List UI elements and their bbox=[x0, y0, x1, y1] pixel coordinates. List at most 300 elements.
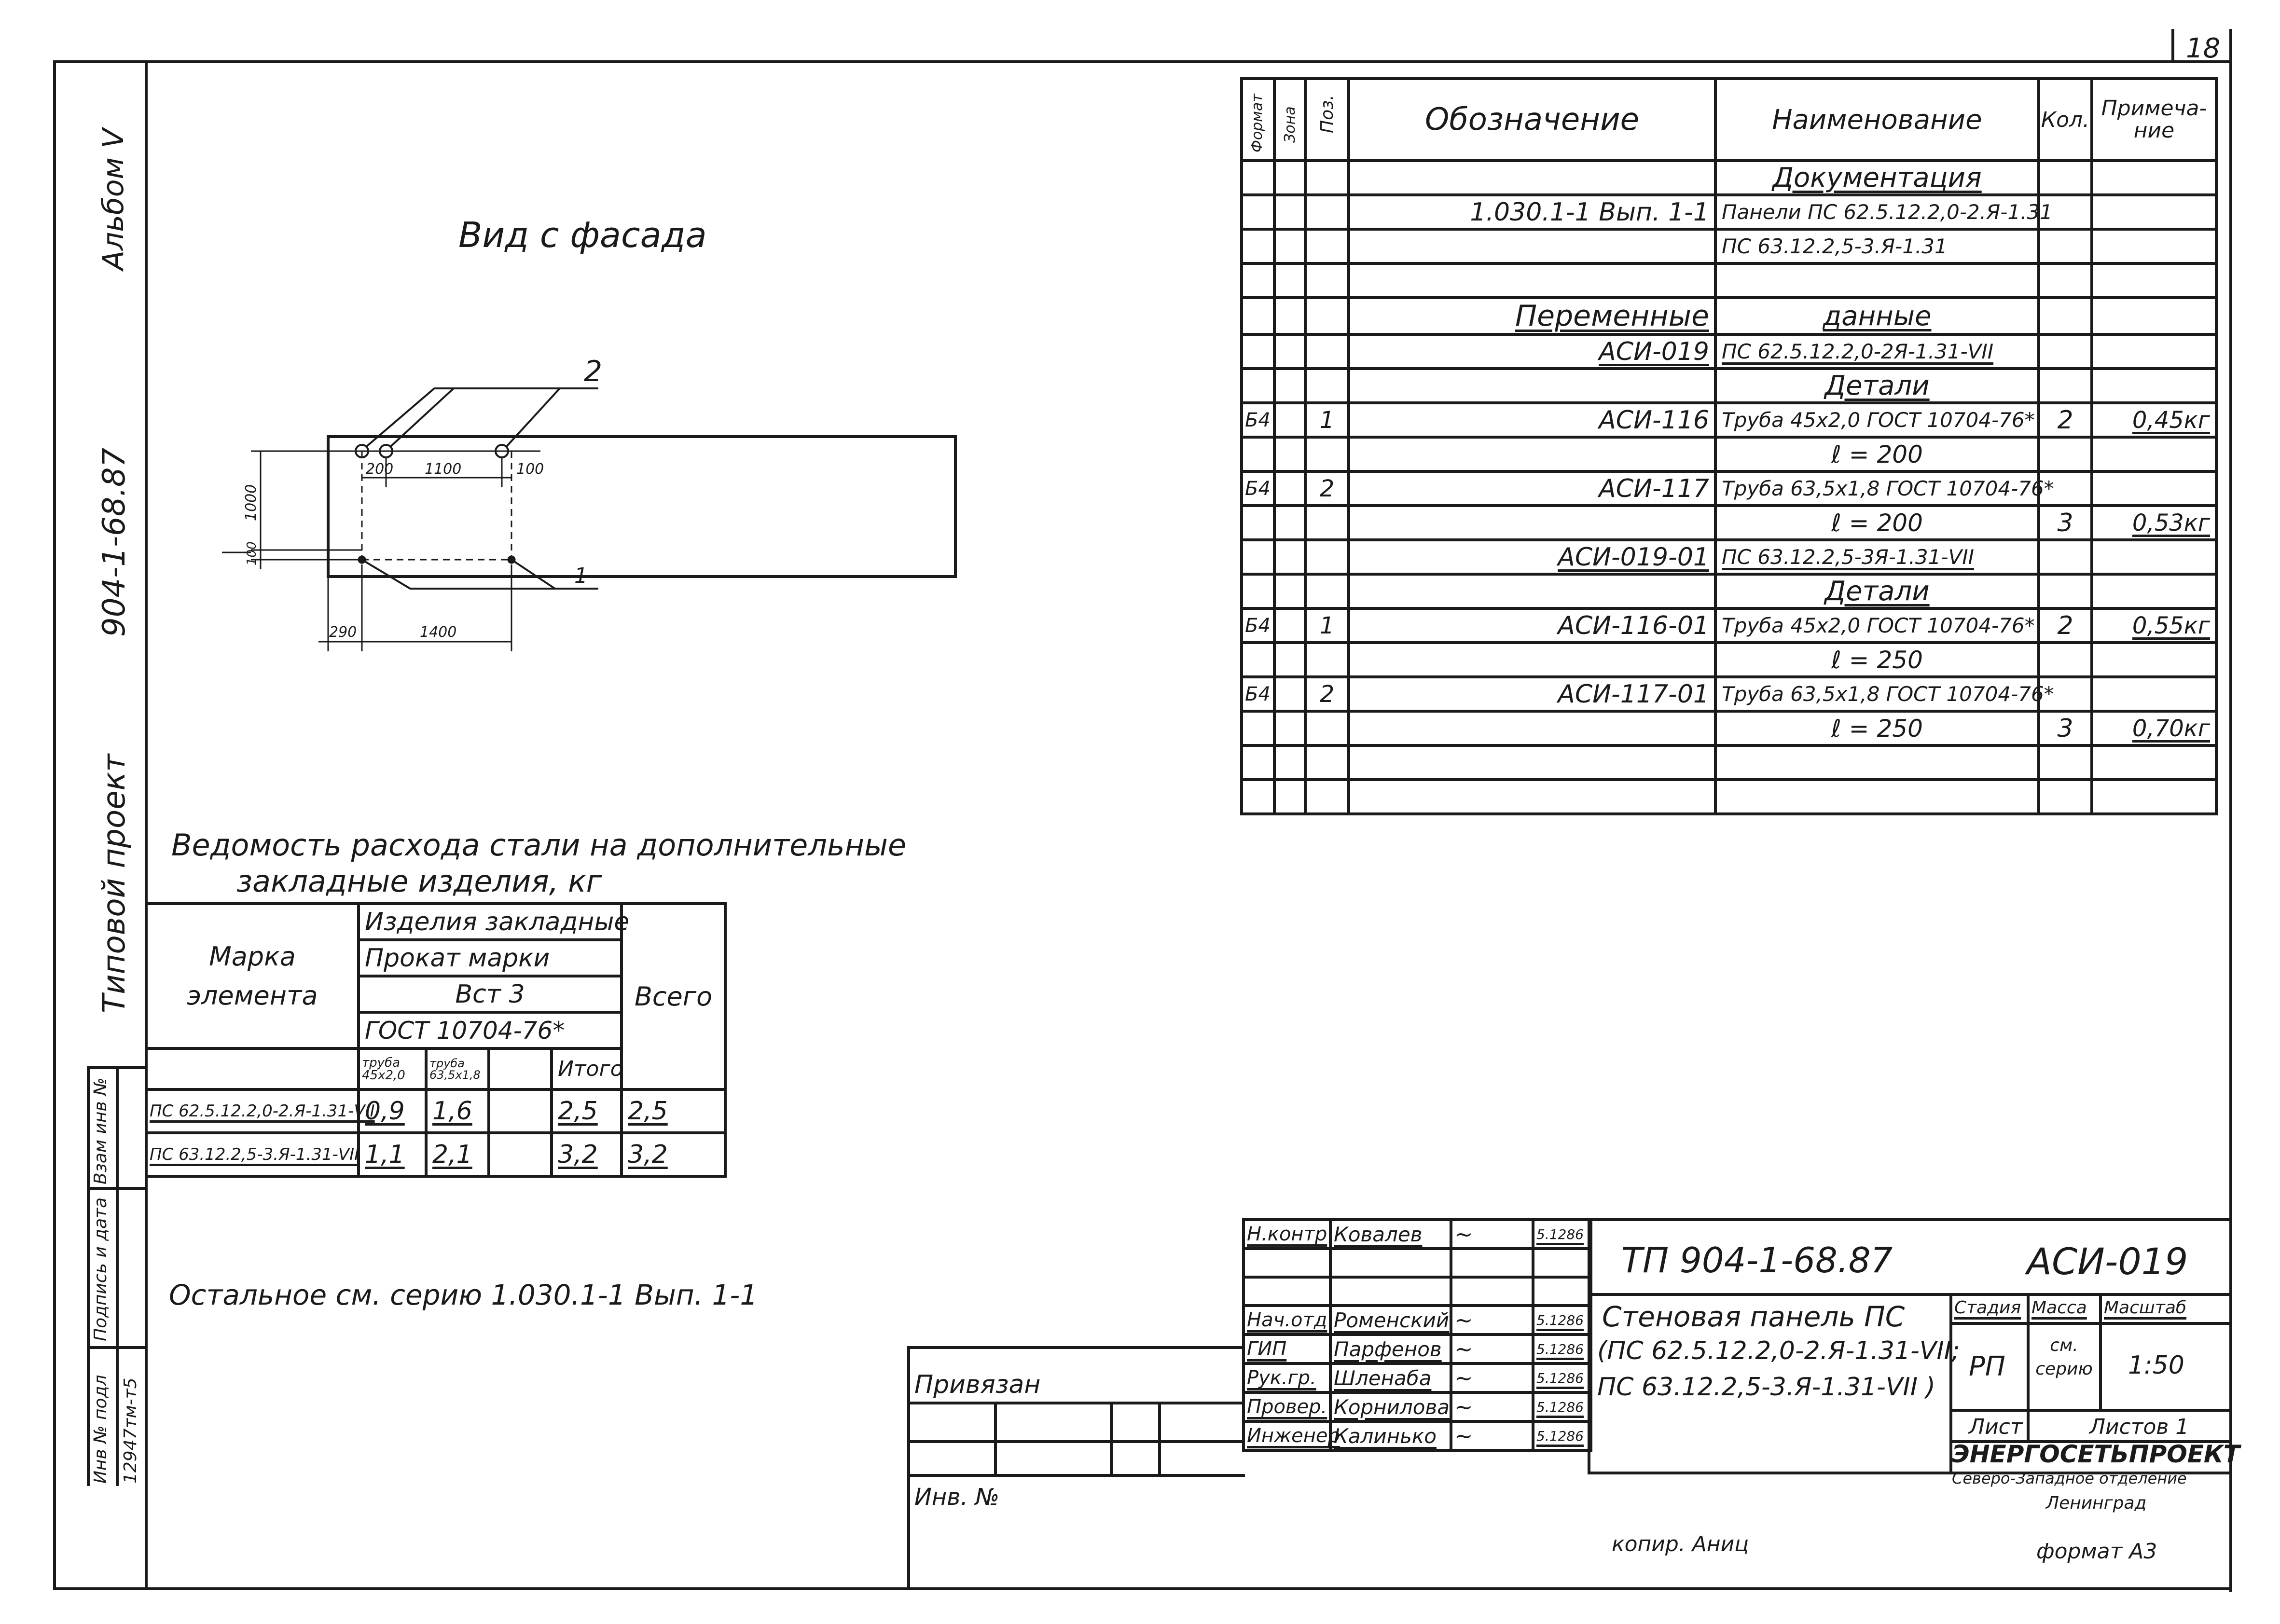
spec-row bbox=[1242, 229, 2216, 263]
spec-row bbox=[1242, 506, 2216, 540]
spec-qty-cell bbox=[2039, 574, 2092, 608]
margin-line bbox=[145, 60, 148, 1590]
spec-name-cell: ℓ = 250 bbox=[1715, 711, 2039, 745]
spec-name-cell: Детали bbox=[1715, 369, 2039, 403]
people-role-cell bbox=[1244, 1249, 1330, 1277]
spec-name-cell bbox=[1715, 745, 2039, 780]
spec-qty-cell bbox=[2039, 298, 2092, 334]
replace-inv-label: Взам инв № bbox=[91, 1077, 111, 1184]
people-date-cell: 5.1286 bbox=[1533, 1363, 1591, 1392]
dim-1400: 1400 bbox=[420, 624, 457, 641]
tb-top bbox=[1588, 1218, 2232, 1221]
spec-name-cell: ℓ = 200 bbox=[1715, 437, 2039, 471]
spec-note-cell bbox=[2092, 161, 2216, 195]
spec-designation-cell: АСИ-116-01 bbox=[1349, 608, 1715, 643]
spec-pos-cell bbox=[1305, 437, 1349, 471]
spec-pos-cell: 2 bbox=[1305, 677, 1349, 711]
spec-note-cell bbox=[2092, 471, 2216, 506]
spec-name-cell: Документация bbox=[1715, 161, 2039, 195]
spec-pos-cell: 1 bbox=[1305, 608, 1349, 643]
steel-mark-cell: ПС 63.12.2,5-3.Я-1.31-VII bbox=[146, 1133, 359, 1176]
steel-note: Остальное см. серию 1.030.1-1 Вып. 1-1 bbox=[169, 1279, 758, 1311]
spec-designation-cell bbox=[1349, 161, 1715, 195]
spec-pos-cell bbox=[1305, 298, 1349, 334]
steel-blank-cell bbox=[489, 1133, 552, 1176]
steel-h-pipe1: труба 45х2,0 bbox=[359, 1048, 426, 1089]
tb-org-1: ЭНЕРГОСЕТЬПРОЕКТ bbox=[1952, 1440, 2240, 1468]
steel-h-total: Всего bbox=[622, 904, 725, 1089]
view-title: Вид с фасада bbox=[458, 215, 707, 255]
spec-zone-cell bbox=[1274, 298, 1305, 334]
people-sign-cell bbox=[1451, 1392, 1533, 1421]
spec-zone-cell bbox=[1274, 608, 1305, 643]
spec-row bbox=[1242, 574, 2216, 608]
facade-drawing bbox=[203, 338, 1023, 666]
steel-h-pipe2: труба 63,5х1,8 bbox=[426, 1048, 489, 1089]
spec-pos-cell bbox=[1305, 334, 1349, 369]
spec-row bbox=[1242, 161, 2216, 195]
steel-h-grade: Вст 3 bbox=[359, 976, 622, 1012]
spec-qty-cell bbox=[2039, 334, 2092, 369]
steel-sub-cell: 3,2 bbox=[552, 1133, 622, 1176]
spec-format-cell bbox=[1242, 161, 1274, 195]
margin-stamp-col bbox=[87, 1066, 90, 1486]
people-row bbox=[1244, 1392, 1591, 1421]
spec-qty-cell: 3 bbox=[2039, 506, 2092, 540]
spec-name-cell: ПС 63.12.2,5-3Я-1.31-VII bbox=[1715, 540, 2039, 574]
spec-zone-cell bbox=[1274, 711, 1305, 745]
spec-format-cell: Б4 bbox=[1242, 471, 1274, 506]
people-name-cell: Ковалев bbox=[1330, 1220, 1451, 1249]
signature-mark: ~ bbox=[1454, 1336, 1473, 1362]
people-row bbox=[1244, 1277, 1591, 1306]
spec-pos-cell bbox=[1305, 263, 1349, 298]
tb-row1 bbox=[1588, 1293, 2232, 1296]
spec-row bbox=[1242, 298, 2216, 334]
callout-1: 1 bbox=[574, 564, 588, 588]
tb-org-3: Ленинград bbox=[2046, 1493, 2147, 1513]
signature-mark: ~ bbox=[1454, 1394, 1473, 1420]
spec-format-cell: Б4 bbox=[1242, 677, 1274, 711]
people-row bbox=[1244, 1421, 1591, 1450]
spec-pos-cell: 1 bbox=[1305, 403, 1349, 437]
spec-name-cell: ℓ = 250 bbox=[1715, 643, 2039, 677]
spec-designation-cell: 1.030.1-1 Вып. 1-1 bbox=[1349, 195, 1715, 229]
people-name-cell: Роменский bbox=[1330, 1306, 1451, 1335]
people-date-cell: 5.1286 bbox=[1533, 1335, 1591, 1363]
people-role-cell: Нач.отд bbox=[1244, 1306, 1330, 1335]
tb-sheet-h: Лист bbox=[1969, 1415, 2023, 1439]
people-role-cell bbox=[1244, 1277, 1330, 1306]
spec-qty-cell bbox=[2039, 161, 2092, 195]
frame-top bbox=[53, 60, 2229, 63]
spec-name-cell: Панели ПС 62.5.12.2,0-2.Я-1.31 bbox=[1715, 195, 2039, 229]
frame-left bbox=[53, 60, 56, 1590]
tb-scale-v: 1:50 bbox=[2128, 1351, 2184, 1380]
spec-format-cell bbox=[1242, 711, 1274, 745]
spec-qty-cell bbox=[2039, 263, 2092, 298]
spec-name-cell: ПС 62.5.12.2,0-2Я-1.31-VII bbox=[1715, 334, 2039, 369]
spec-designation-cell bbox=[1349, 263, 1715, 298]
spec-name-cell: Труба 45х2,0 ГОСТ 10704-76* bbox=[1715, 608, 2039, 643]
people-sign-cell bbox=[1451, 1363, 1533, 1392]
header-pos: Поз. bbox=[1317, 95, 1337, 133]
spec-name-cell bbox=[1715, 263, 2039, 298]
spec-format-cell bbox=[1242, 780, 1274, 814]
bound-row1 bbox=[907, 1402, 1245, 1404]
spec-row bbox=[1242, 711, 2216, 745]
spec-note-cell bbox=[2092, 298, 2216, 334]
steel-sub-cell: 2,5 bbox=[552, 1089, 622, 1133]
people-row bbox=[1244, 1220, 1591, 1249]
steel-total-cell: 3,2 bbox=[622, 1133, 725, 1176]
spec-zone-cell bbox=[1274, 437, 1305, 471]
spec-zone-cell bbox=[1274, 643, 1305, 677]
spec-note-cell: 0,70кг bbox=[2092, 711, 2216, 745]
spec-zone-cell bbox=[1274, 745, 1305, 780]
steel-row bbox=[146, 1089, 725, 1133]
spec-format-cell bbox=[1242, 334, 1274, 369]
people-name-cell bbox=[1330, 1249, 1451, 1277]
tb-col-mass bbox=[2027, 1293, 2030, 1440]
spec-pos-cell bbox=[1305, 540, 1349, 574]
spec-format-cell bbox=[1242, 369, 1274, 403]
steel-h-gost: ГОСТ 10704-76* bbox=[359, 1012, 622, 1048]
spec-name-cell: данные bbox=[1715, 298, 2039, 334]
people-role-cell: Н.контр bbox=[1244, 1220, 1330, 1249]
people-date-cell: 5.1286 bbox=[1533, 1421, 1591, 1450]
steel-mark-cell: ПС 62.5.12.2,0-2.Я-1.31-VII bbox=[146, 1089, 359, 1133]
spec-row bbox=[1242, 540, 2216, 574]
spec-pos-cell bbox=[1305, 506, 1349, 540]
people-date-cell bbox=[1533, 1249, 1591, 1277]
people-name-cell bbox=[1330, 1277, 1451, 1306]
tb-desc-2: (ПС 62.5.12.2,0-2.Я-1.31-VII; bbox=[1597, 1336, 1960, 1365]
spec-pos-cell bbox=[1305, 574, 1349, 608]
footer-format: формат А3 bbox=[2036, 1539, 2157, 1564]
spec-name-cell: Труба 63,5х1,8 ГОСТ 10704-76* bbox=[1715, 471, 2039, 506]
dim-290: 290 bbox=[329, 624, 357, 641]
sheet-number: 18 bbox=[2186, 33, 2221, 64]
tb-sheets-h: Листов 1 bbox=[2089, 1415, 2189, 1439]
spec-qty-cell bbox=[2039, 369, 2092, 403]
spec-qty-cell bbox=[2039, 780, 2092, 814]
tb-code: ТП 904-1-68.87 bbox=[1621, 1240, 1893, 1280]
header-name: Наименование bbox=[1715, 79, 2039, 161]
spec-designation-cell bbox=[1349, 574, 1715, 608]
people-name-cell: Корнилова bbox=[1330, 1392, 1451, 1421]
people-sign-cell bbox=[1451, 1277, 1533, 1306]
spec-row bbox=[1242, 745, 2216, 780]
people-sign-cell bbox=[1451, 1249, 1533, 1277]
people-sign-cell bbox=[1451, 1335, 1533, 1363]
signature-mark: ~ bbox=[1454, 1307, 1473, 1333]
spec-row bbox=[1242, 437, 2216, 471]
tb-row-sheet bbox=[1949, 1409, 2232, 1412]
spec-note-cell bbox=[2092, 437, 2216, 471]
tb-desc-3: ПС 63.12.2,5-3.Я-1.31-VII ) bbox=[1597, 1373, 1935, 1402]
steel-h-mark-blank bbox=[146, 1048, 359, 1089]
spec-format-cell bbox=[1242, 540, 1274, 574]
sign-date-label: Подпись и дата bbox=[91, 1197, 111, 1341]
header-format: Формат bbox=[1249, 94, 1266, 152]
bound-col2 bbox=[1110, 1402, 1113, 1474]
people-table bbox=[1242, 1218, 1592, 1452]
spec-designation-cell: АСИ-019-01 bbox=[1349, 540, 1715, 574]
spec-header-row bbox=[1242, 79, 2216, 161]
spec-pos-cell bbox=[1305, 745, 1349, 780]
people-date-cell: 5.1286 bbox=[1533, 1392, 1591, 1421]
spec-qty-cell bbox=[2039, 229, 2092, 263]
spec-name-cell: Труба 63,5х1,8 ГОСТ 10704-76* bbox=[1715, 677, 2039, 711]
spec-note-cell bbox=[2092, 263, 2216, 298]
spec-note-cell bbox=[2092, 229, 2216, 263]
frame-bottom bbox=[53, 1587, 2232, 1590]
spec-designation-cell bbox=[1349, 369, 1715, 403]
spec-row bbox=[1242, 369, 2216, 403]
people-row bbox=[1244, 1306, 1591, 1335]
spec-zone-cell bbox=[1274, 229, 1305, 263]
spec-note-cell: 0,53кг bbox=[2092, 506, 2216, 540]
bound-label: Привязан bbox=[914, 1370, 1041, 1399]
header-note: Примеча- ние bbox=[2092, 79, 2216, 161]
spec-qty-cell bbox=[2039, 437, 2092, 471]
spec-qty-cell bbox=[2039, 540, 2092, 574]
people-date-cell: 5.1286 bbox=[1533, 1220, 1591, 1249]
people-name-cell: Калинько bbox=[1330, 1421, 1451, 1450]
spec-format-cell bbox=[1242, 195, 1274, 229]
inv-label: Инв № подл bbox=[91, 1375, 111, 1484]
spec-row bbox=[1242, 780, 2216, 814]
bound-top bbox=[907, 1346, 1245, 1349]
spec-zone-cell bbox=[1274, 677, 1305, 711]
people-date-cell: 5.1286 bbox=[1533, 1306, 1591, 1335]
tb-mass-v: см. серию bbox=[2035, 1335, 2093, 1379]
spec-note-cell bbox=[2092, 540, 2216, 574]
spec-designation-cell bbox=[1349, 506, 1715, 540]
bound-col1 bbox=[994, 1402, 997, 1474]
spec-pos-cell bbox=[1305, 369, 1349, 403]
bound-row3 bbox=[907, 1474, 1245, 1477]
people-sign-cell bbox=[1451, 1306, 1533, 1335]
spec-pos-cell bbox=[1305, 161, 1349, 195]
steel-h-mark: Марка элемента bbox=[146, 904, 359, 1048]
spec-zone-cell bbox=[1274, 369, 1305, 403]
dim-1000: 1000 bbox=[243, 484, 260, 521]
spec-name-cell bbox=[1715, 780, 2039, 814]
spec-qty-cell: 2 bbox=[2039, 608, 2092, 643]
steel-p2-cell: 2,1 bbox=[426, 1133, 489, 1176]
header-designation: Обозначение bbox=[1349, 79, 1715, 161]
tb-row-stage bbox=[1949, 1322, 2232, 1325]
spec-qty-cell bbox=[2039, 643, 2092, 677]
spec-row bbox=[1242, 608, 2216, 643]
people-role-cell: Рук.гр. bbox=[1244, 1363, 1330, 1392]
steel-total-cell: 2,5 bbox=[622, 1089, 725, 1133]
spec-name-cell: Труба 45х2,0 ГОСТ 10704-76* bbox=[1715, 403, 2039, 437]
spec-designation-cell bbox=[1349, 437, 1715, 471]
tb-org-2: Северо-Западное отделение bbox=[1952, 1469, 2187, 1487]
margin-stamp-div2 bbox=[87, 1346, 148, 1349]
people-sign-cell bbox=[1451, 1220, 1533, 1249]
header-format-cell bbox=[1242, 79, 1274, 161]
spec-designation-cell bbox=[1349, 643, 1715, 677]
spec-zone-cell bbox=[1274, 403, 1305, 437]
spec-format-cell bbox=[1242, 643, 1274, 677]
tb-stage-v: РП bbox=[1969, 1351, 2005, 1382]
spec-format-cell bbox=[1242, 263, 1274, 298]
spec-row bbox=[1242, 334, 2216, 369]
people-role-cell: ГИП bbox=[1244, 1335, 1330, 1363]
spec-row bbox=[1242, 471, 2216, 506]
spec-qty-cell: 3 bbox=[2039, 711, 2092, 745]
project-code: 904-1-68.87 bbox=[97, 447, 132, 637]
people-name-cell: Шленаба bbox=[1330, 1363, 1451, 1392]
steel-title-2: закладные изделия, кг bbox=[236, 864, 602, 899]
spec-zone-cell bbox=[1274, 161, 1305, 195]
steel-h-items: Изделия закладные bbox=[359, 904, 622, 940]
margin-stamp-div1 bbox=[87, 1187, 148, 1190]
spec-name-cell: ПС 63.12.2,5-3.Я-1.31 bbox=[1715, 229, 2039, 263]
spec-qty-cell: 2 bbox=[2039, 403, 2092, 437]
spec-row bbox=[1242, 403, 2216, 437]
header-zone: Зона bbox=[1282, 106, 1299, 143]
tb-mass-h: Масса bbox=[2031, 1298, 2087, 1318]
bound-col3 bbox=[1158, 1402, 1161, 1474]
steel-title-1: Ведомость расхода стали на дополнительные bbox=[171, 827, 907, 863]
steel-h-blank bbox=[489, 1048, 552, 1089]
bound-inv-label: Инв. № bbox=[914, 1484, 1000, 1511]
spec-row bbox=[1242, 677, 2216, 711]
spec-designation-cell bbox=[1349, 745, 1715, 780]
people-role-cell: Инженер bbox=[1244, 1421, 1330, 1450]
spec-designation-cell: Переменные bbox=[1349, 298, 1715, 334]
spec-note-cell bbox=[2092, 195, 2216, 229]
spec-qty-cell bbox=[2039, 745, 2092, 780]
spec-pos-cell bbox=[1305, 780, 1349, 814]
steel-p2-cell: 1,6 bbox=[426, 1089, 489, 1133]
spec-zone-cell bbox=[1274, 574, 1305, 608]
spec-note-cell bbox=[2092, 643, 2216, 677]
spec-designation-cell: АСИ-116 bbox=[1349, 403, 1715, 437]
signature-mark: ~ bbox=[1454, 1221, 1473, 1247]
header-qty: Кол. bbox=[2039, 79, 2092, 161]
tb-col-scale bbox=[2099, 1293, 2102, 1409]
spec-pos-cell bbox=[1305, 643, 1349, 677]
steel-row bbox=[146, 1133, 725, 1176]
spec-zone-cell bbox=[1274, 506, 1305, 540]
tb-scale-h: Масштаб bbox=[2104, 1298, 2187, 1318]
spec-body bbox=[1242, 161, 2216, 814]
dim-100-vert: 100 bbox=[245, 541, 259, 565]
spec-designation-cell: АСИ-117-01 bbox=[1349, 677, 1715, 711]
header-pos-cell bbox=[1305, 79, 1349, 161]
spec-pos-cell bbox=[1305, 229, 1349, 263]
spec-row bbox=[1242, 263, 2216, 298]
project-type: Типовой проект bbox=[97, 754, 132, 1013]
spec-note-cell: 0,45кг bbox=[2092, 403, 2216, 437]
spec-format-cell bbox=[1242, 298, 1274, 334]
bound-row2 bbox=[907, 1440, 1245, 1443]
spec-zone-cell bbox=[1274, 471, 1305, 506]
steel-table bbox=[145, 902, 727, 1178]
spec-zone-cell bbox=[1274, 540, 1305, 574]
footer-copied: копир. Аниц bbox=[1612, 1532, 1749, 1556]
spec-format-cell bbox=[1242, 229, 1274, 263]
frame-right bbox=[2229, 29, 2232, 1592]
callout-2: 2 bbox=[584, 355, 603, 388]
signature-mark: ~ bbox=[1454, 1365, 1473, 1391]
spec-format-cell bbox=[1242, 506, 1274, 540]
steel-h-rolled: Прокат марки bbox=[359, 940, 622, 976]
spec-pos-cell: 2 bbox=[1305, 471, 1349, 506]
steel-p1-cell: 0,9 bbox=[359, 1089, 426, 1133]
people-row bbox=[1244, 1249, 1591, 1277]
spec-name-cell: Детали bbox=[1715, 574, 2039, 608]
people-role-cell: Провер. bbox=[1244, 1392, 1330, 1421]
steel-p1-cell: 1,1 bbox=[359, 1133, 426, 1176]
spec-row bbox=[1242, 643, 2216, 677]
steel-h-subtotal: Итого bbox=[552, 1048, 622, 1089]
margin-stamp-col2 bbox=[116, 1066, 119, 1486]
spec-name-cell: ℓ = 200 bbox=[1715, 506, 2039, 540]
spec-pos-cell bbox=[1305, 195, 1349, 229]
bound-left bbox=[907, 1346, 910, 1590]
spec-note-cell bbox=[2092, 334, 2216, 369]
margin-stamp-top bbox=[87, 1066, 148, 1069]
spec-designation-cell bbox=[1349, 229, 1715, 263]
header-zone-cell bbox=[1274, 79, 1305, 161]
people-row bbox=[1244, 1335, 1591, 1363]
spec-format-cell: Б4 bbox=[1242, 608, 1274, 643]
dim-200: 200 bbox=[366, 461, 394, 478]
inv-value: 12947тм-т5 bbox=[121, 1377, 140, 1484]
dim-1100: 1100 bbox=[425, 461, 462, 478]
spec-zone-cell bbox=[1274, 195, 1305, 229]
spec-pos-cell bbox=[1305, 711, 1349, 745]
spec-note-cell bbox=[2092, 574, 2216, 608]
spec-row bbox=[1242, 195, 2216, 229]
tb-desc-1: Стеновая панель ПС bbox=[1602, 1300, 1905, 1333]
spec-format-cell: Б4 bbox=[1242, 403, 1274, 437]
spec-format-cell bbox=[1242, 437, 1274, 471]
album-label: Альбом V bbox=[97, 128, 130, 270]
tb-left bbox=[1588, 1218, 1590, 1472]
sheet-number-box bbox=[2171, 29, 2174, 63]
spec-note-cell bbox=[2092, 677, 2216, 711]
spec-format-cell bbox=[1242, 574, 1274, 608]
tb-stage-h: Стадия bbox=[1954, 1298, 2021, 1318]
signature-mark: ~ bbox=[1454, 1423, 1473, 1449]
spec-designation-cell bbox=[1349, 780, 1715, 814]
dim-100: 100 bbox=[516, 461, 544, 478]
spec-note-cell bbox=[2092, 745, 2216, 780]
spec-note-cell: 0,55кг bbox=[2092, 608, 2216, 643]
spec-designation-cell: АСИ-019 bbox=[1349, 334, 1715, 369]
spec-designation-cell bbox=[1349, 711, 1715, 745]
people-row bbox=[1244, 1363, 1591, 1392]
steel-blank-cell bbox=[489, 1089, 552, 1133]
spec-zone-cell bbox=[1274, 263, 1305, 298]
people-sign-cell bbox=[1451, 1421, 1533, 1450]
spec-note-cell bbox=[2092, 780, 2216, 814]
spec-designation-cell: АСИ-117 bbox=[1349, 471, 1715, 506]
people-date-cell bbox=[1533, 1277, 1591, 1306]
spec-format-cell bbox=[1242, 745, 1274, 780]
spec-zone-cell bbox=[1274, 334, 1305, 369]
spec-zone-cell bbox=[1274, 780, 1305, 814]
spec-note-cell bbox=[2092, 369, 2216, 403]
